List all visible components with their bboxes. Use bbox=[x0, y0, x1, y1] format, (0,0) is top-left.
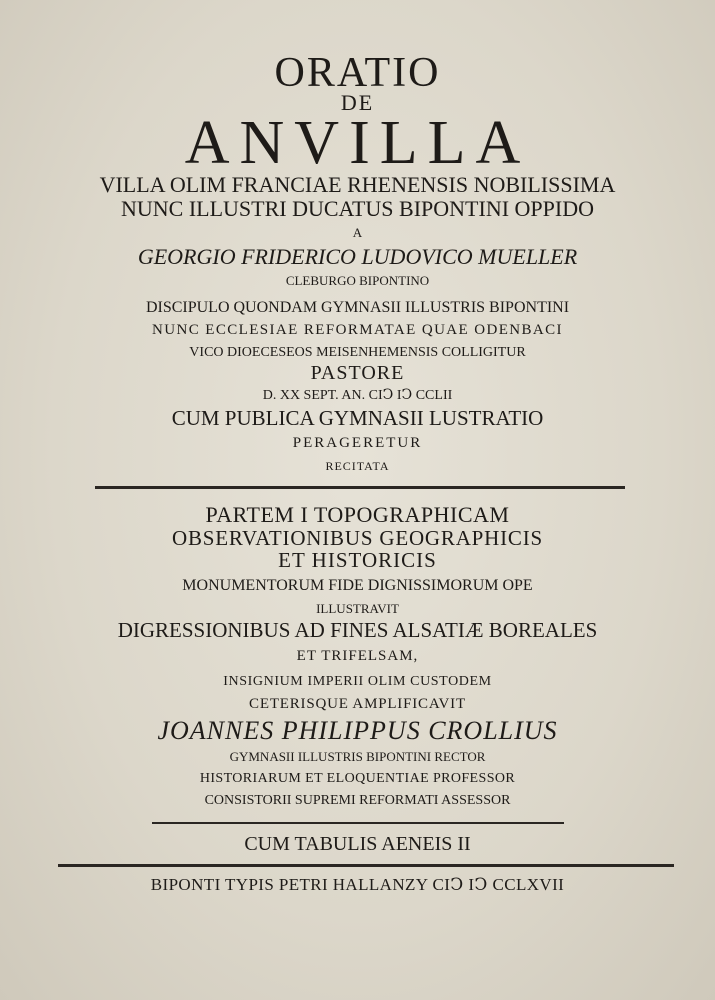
mueller-line-3: VICO DIOECESEOS MEISENHEMENSIS COLLIGITUR bbox=[189, 345, 526, 360]
subtitle-line-1: VILLA OLIM FRANCIAE RHENENSIS NOBILISSIMA bbox=[99, 172, 616, 197]
part-line-7: ET TRIFELSAM, bbox=[296, 648, 419, 664]
mueller-pastore: PASTORE bbox=[310, 362, 405, 384]
part-illustravit: ILLUSTRAVIT bbox=[316, 601, 399, 616]
author-mueller-origin: CLEBURGO BIPONTINO bbox=[285, 273, 430, 288]
part-line-4: MONUMENTORUM FIDE DIGNISSIMORUM OPE bbox=[182, 577, 533, 594]
mueller-recitata: RECITATA bbox=[325, 459, 390, 473]
recital-date: D. XX SEPT. AN. CIↃ IↃ CCLII bbox=[262, 388, 453, 403]
part-line-2: OBSERVATIONIBUS GEOGRAPHICIS bbox=[172, 526, 543, 550]
divider-rule-2 bbox=[152, 822, 564, 824]
part-line-8: INSIGNIUM IMPERII OLIM CUSTODEM bbox=[223, 674, 492, 689]
mueller-line-5: CUM PUBLICA GYMNASII LUSTRATIO bbox=[171, 406, 544, 430]
title-oratio: ORATIO bbox=[274, 50, 441, 96]
author-mueller: GEORGIO FRIDERICO LUDOVICO MUELLER bbox=[137, 244, 578, 269]
plates-line: CUM TABULIS AENEIS II bbox=[244, 833, 471, 855]
part-line-6: DIGRESSIONIBUS AD FINES ALSATIÆ BOREALES bbox=[117, 618, 598, 642]
crollius-line-3: CONSISTORII SUPREMI REFORMATI ASSESSOR bbox=[204, 793, 511, 808]
part-line-3: ET HISTORICIS bbox=[278, 548, 437, 572]
crollius-line-2: HISTORIARUM ET ELOQUENTIAE PROFESSOR bbox=[199, 771, 516, 786]
author-crollius: JOANNES PHILIPPUS CROLLIUS bbox=[157, 716, 558, 745]
divider-rule-3 bbox=[58, 864, 674, 867]
mueller-line-2: NUNC ECCLESIAE REFORMATAE QUAE ODENBACI bbox=[152, 322, 563, 338]
title-de: DE bbox=[340, 90, 375, 115]
crollius-line-1: GYMNASII ILLUSTRIS BIPONTINI RECTOR bbox=[229, 749, 486, 764]
mueller-line-1: DISCIPULO QUONDAM GYMNASII ILLUSTRIS BIPONTINI bbox=[145, 299, 570, 316]
part-line-1: PARTEM I TOPOGRAPHICAM bbox=[205, 502, 510, 527]
subtitle-a: A bbox=[352, 225, 363, 240]
divider-rule-1 bbox=[95, 486, 625, 489]
part-line-9: CETERISQUE AMPLIFICAVIT bbox=[249, 696, 466, 712]
mueller-line-6: PERAGERETUR bbox=[292, 435, 423, 451]
subtitle-line-2: NUNC ILLUSTRI DUCATUS BIPONTINI OPPIDO bbox=[120, 196, 594, 221]
imprint-line: BIPONTI TYPIS PETRI HALLANZY CIↃ IↃ CCLXVII bbox=[150, 875, 565, 894]
title-anvilla: ANVILLA bbox=[184, 109, 531, 177]
